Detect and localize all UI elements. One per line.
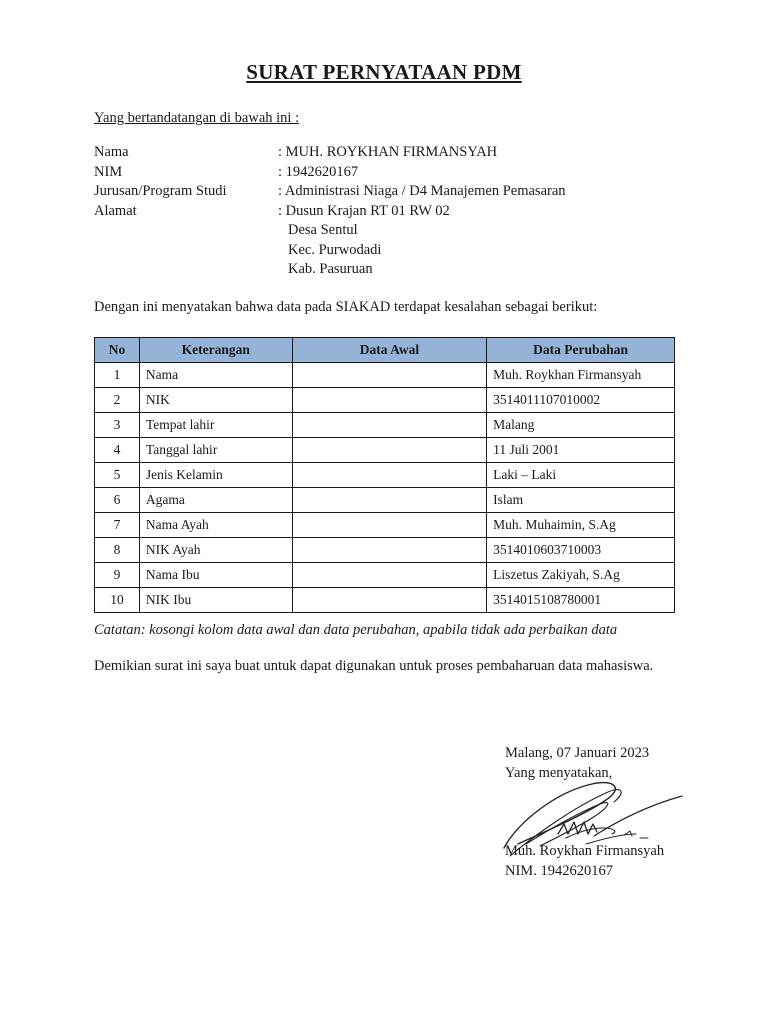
cell-data-perubahan: 11 Juli 2001 — [487, 438, 675, 463]
identity-row-jurusan — [94, 182, 566, 202]
cell-data-perubahan: Liszetus Zakiyah, S.Ag — [487, 563, 675, 588]
cell-keterangan: Jenis Kelamin — [139, 463, 292, 488]
table-row — [95, 488, 675, 513]
cell-keterangan: Tempat lahir — [139, 413, 292, 438]
cell-data-perubahan: Laki – Laki — [487, 463, 675, 488]
table-row — [95, 363, 675, 388]
identity-row-nama — [94, 143, 566, 163]
cell-data-awal — [292, 438, 487, 463]
cell-keterangan: Nama Ibu — [139, 563, 292, 588]
nim-value: : 1942620167 — [278, 163, 359, 180]
cell-data-awal — [292, 538, 487, 563]
cell-keterangan: Tanggal lahir — [139, 438, 292, 463]
table-row — [95, 388, 675, 413]
cell-no: 4 — [95, 438, 140, 463]
alamat-line-4: Kab. Pasuruan — [288, 261, 373, 277]
table-row — [95, 588, 675, 613]
cell-no: 8 — [95, 538, 140, 563]
table-row — [95, 438, 675, 463]
alamat-line-2: Desa Sentul — [288, 222, 358, 238]
cell-keterangan: Nama — [139, 363, 292, 388]
identity-row-nim — [94, 163, 566, 183]
table-row — [95, 563, 675, 588]
cell-data-awal — [292, 463, 487, 488]
cell-data-awal — [292, 413, 487, 438]
cell-data-perubahan: 3514015108780001 — [487, 588, 675, 613]
cell-no: 7 — [95, 513, 140, 538]
alamat-line-3: Kec. Purwodadi — [288, 241, 382, 258]
statement-text: Dengan ini menyatakan bahwa data pada SIAKAD terdapat kesalahan sebagai berikut: — [94, 299, 598, 315]
jurusan-value: : Administrasi Niaga / D4 Manajemen Pemasaran — [278, 183, 566, 199]
nama-label: Nama — [94, 144, 129, 160]
cell-data-awal — [292, 363, 487, 388]
alamat-label: Alamat — [94, 202, 137, 219]
table-row — [95, 538, 675, 563]
identity-block — [94, 143, 566, 280]
header-keterangan: Keterangan — [139, 338, 292, 363]
cell-keterangan: Agama — [139, 488, 292, 513]
signer-name: Muh. Roykhan Firmansyah — [505, 843, 665, 859]
header-data-awal: Data Awal — [292, 338, 487, 363]
cell-data-perubahan: Malang — [487, 413, 675, 438]
cell-no: 3 — [95, 413, 140, 438]
signer-nim: NIM. 1942620167 — [505, 862, 613, 879]
identity-row-alamat — [94, 202, 566, 222]
cell-keterangan: Nama Ayah — [139, 513, 292, 538]
signer-role: Yang menyatakan, — [505, 764, 613, 781]
cell-no: 9 — [95, 563, 140, 588]
cell-data-perubahan: Muh. Muhaimin, S.Ag — [487, 513, 675, 538]
cell-keterangan: NIK Ibu — [139, 588, 292, 613]
jurusan-label: Jurusan/Program Studi — [94, 183, 227, 199]
cell-data-awal — [292, 513, 487, 538]
header-no: No — [95, 338, 140, 363]
table-note: Catatan: kosongi kolom data awal dan data perubahan, apabila tidak ada perbaikan data — [94, 622, 618, 638]
header-data-perubahan: Data Perubahan — [487, 338, 675, 363]
cell-data-perubahan: Islam — [487, 488, 675, 513]
document-title: SURAT PERNYATAAN PDM — [246, 60, 522, 84]
cell-data-perubahan: 3514010603710003 — [487, 538, 675, 563]
cell-no: 5 — [95, 463, 140, 488]
intro-text: Yang bertandatangan di bawah ini : — [94, 110, 300, 126]
correction-table — [94, 337, 675, 613]
cell-data-awal — [292, 588, 487, 613]
table-row — [95, 463, 675, 488]
cell-no: 10 — [95, 588, 140, 613]
cell-no: 6 — [95, 488, 140, 513]
signer-block — [505, 842, 664, 881]
cell-data-awal — [292, 563, 487, 588]
cell-data-perubahan: 3514011107010002 — [487, 388, 675, 413]
table-header-row — [95, 338, 675, 363]
alamat-value: : Dusun Krajan RT 01 RW 02 — [278, 202, 450, 219]
cell-no: 2 — [95, 388, 140, 413]
closing-paragraph: Demikian surat ini saya buat untuk dapat digunakan untuk proses pembaharuan data mahasiswa. — [94, 658, 654, 674]
cell-keterangan: NIK — [139, 388, 292, 413]
cell-no: 1 — [95, 363, 140, 388]
cell-data-awal — [292, 388, 487, 413]
table-row — [95, 513, 675, 538]
cell-keterangan: NIK Ayah — [139, 538, 292, 563]
place-date: Malang, 07 Januari 2023 — [505, 745, 650, 761]
table-row — [95, 413, 675, 438]
nama-value: : MUH. ROYKHAN FIRMANSYAH — [278, 144, 498, 160]
cell-data-awal — [292, 488, 487, 513]
cell-data-perubahan: Muh. Roykhan Firmansyah — [487, 363, 675, 388]
nim-label: NIM — [94, 163, 123, 180]
